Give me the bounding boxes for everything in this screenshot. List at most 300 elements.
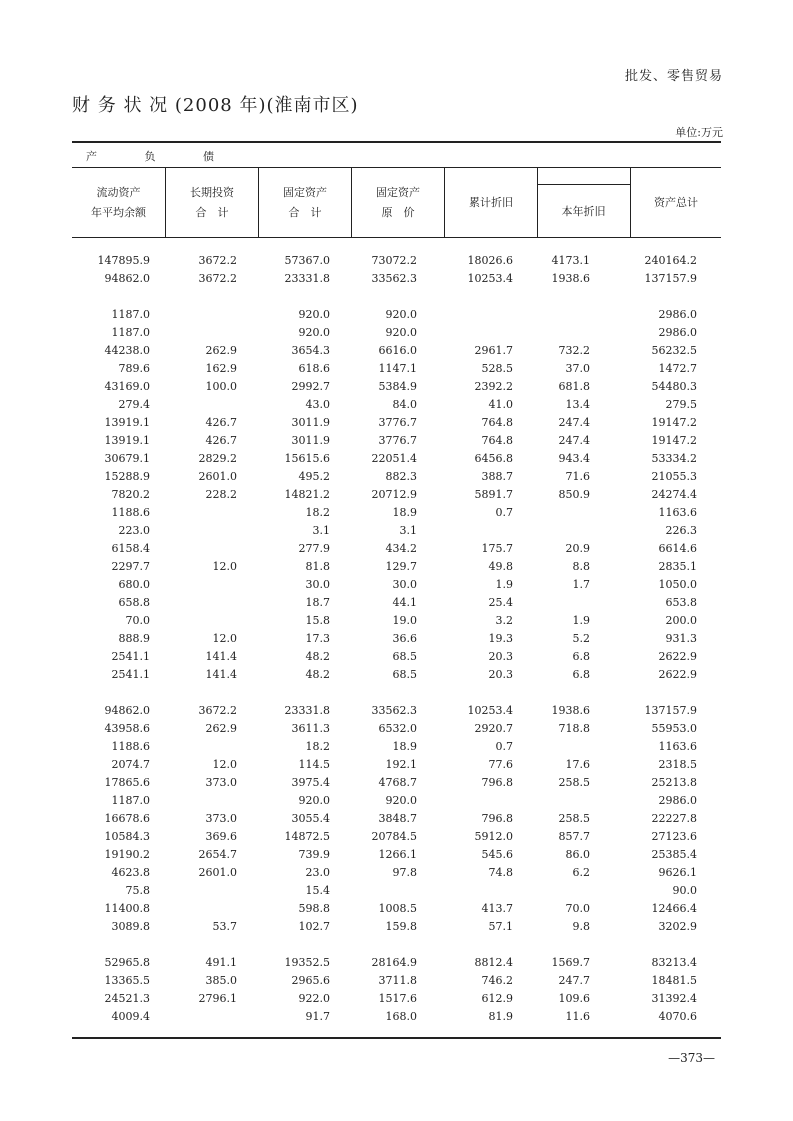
- col-header-total-assets: 资产总计: [654, 195, 698, 209]
- table-cell: 491.1: [205, 956, 237, 969]
- table-row: [72, 486, 721, 504]
- table-cell: 97.8: [392, 866, 417, 879]
- table-cell: 2835.1: [658, 560, 697, 573]
- table-cell: 920.0: [385, 326, 417, 339]
- table-row: [72, 828, 721, 846]
- table-cell: 23.0: [305, 866, 330, 879]
- table-row: [72, 270, 721, 288]
- table-cell: 764.8: [481, 416, 513, 429]
- table-cell: 5912.0: [474, 830, 513, 843]
- table-cell: 0.7: [495, 740, 513, 753]
- table-cell: 279.4: [118, 398, 150, 411]
- table-cell: 19.3: [488, 632, 513, 645]
- table-cell: 6.8: [572, 650, 590, 663]
- table-row: [72, 1008, 721, 1026]
- table-cell: 6.8: [572, 668, 590, 681]
- table-cell: 43958.6: [104, 722, 150, 735]
- table-cell: 2992.7: [291, 380, 330, 393]
- table-cell: 739.9: [298, 848, 330, 861]
- table-cell: 4009.4: [111, 1010, 150, 1023]
- table-cell: 2829.2: [198, 452, 237, 465]
- table-cell: 732.2: [558, 344, 590, 357]
- table-cell: 57.1: [488, 920, 513, 933]
- table-cell: 6616.0: [378, 344, 417, 357]
- table-cell: 44238.0: [104, 344, 150, 357]
- table-cell: 27123.6: [651, 830, 697, 843]
- table-cell: 1147.1: [378, 362, 417, 375]
- table-cell: 14821.2: [284, 488, 330, 501]
- table-cell: 718.8: [558, 722, 590, 735]
- table-cell: 129.7: [385, 560, 417, 573]
- table-cell: 1266.1: [378, 848, 417, 861]
- table-cell: 18.2: [305, 740, 330, 753]
- table-cell: 2796.1: [198, 992, 237, 1005]
- table-cell: 90.0: [672, 884, 697, 897]
- table-cell: 764.8: [481, 434, 513, 447]
- table-cell: 2541.1: [111, 650, 150, 663]
- table-cell: 53.7: [212, 920, 237, 933]
- table-cell: 3611.3: [291, 722, 330, 735]
- table-cell: 25213.8: [651, 776, 697, 789]
- table-cell: 9.8: [572, 920, 590, 933]
- table-cell: 373.0: [205, 776, 237, 789]
- header-bottom-rule: [72, 237, 721, 238]
- table-cell: 2318.5: [658, 758, 697, 771]
- table-row: [72, 252, 721, 270]
- table-cell: 3672.2: [198, 704, 237, 717]
- table-cell: 2074.7: [111, 758, 150, 771]
- table-cell: 279.5: [665, 398, 697, 411]
- table-cell: 81.8: [305, 560, 330, 573]
- table-cell: 73072.2: [371, 254, 417, 267]
- table-cell: 1938.6: [551, 704, 590, 717]
- table-cell: 18.9: [392, 740, 417, 753]
- table-cell: 14872.5: [284, 830, 330, 843]
- table-cell: 137157.9: [644, 272, 697, 285]
- table-cell: 91.7: [305, 1010, 330, 1023]
- table-cell: 44.1: [392, 596, 417, 609]
- table-cell: 3202.9: [658, 920, 697, 933]
- table-cell: 41.0: [488, 398, 513, 411]
- table-cell: 15288.9: [104, 470, 150, 483]
- table-row: [72, 738, 721, 756]
- table-cell: 56232.5: [651, 344, 697, 357]
- table-cell: 18.9: [392, 506, 417, 519]
- table-cell: 25385.4: [651, 848, 697, 861]
- table-cell: 8.8: [572, 560, 590, 573]
- table-row: [72, 720, 721, 738]
- table-cell: 3776.7: [378, 416, 417, 429]
- table-cell: 223.0: [118, 524, 150, 537]
- table-row: [72, 882, 721, 900]
- table-cell: 49.8: [488, 560, 513, 573]
- table-cell: 3654.3: [291, 344, 330, 357]
- table-cell: 48.2: [305, 668, 330, 681]
- table-row: [72, 306, 721, 324]
- col-header-line: 合 计: [288, 205, 322, 219]
- table-cell: 653.8: [665, 596, 697, 609]
- table-cell: 7820.2: [111, 488, 150, 501]
- table-cell: 30.0: [305, 578, 330, 591]
- table-row: [72, 630, 721, 648]
- table-cell: 618.6: [298, 362, 330, 375]
- table-cell: 21055.3: [651, 470, 697, 483]
- table-cell: 19147.2: [651, 434, 697, 447]
- table-cell: 17865.6: [104, 776, 150, 789]
- table-cell: 31392.4: [651, 992, 697, 1005]
- table-row: [72, 324, 721, 342]
- table-cell: 20.9: [565, 542, 590, 555]
- table-cell: 1163.6: [658, 506, 697, 519]
- table-cell: 2986.0: [658, 794, 697, 807]
- page-number: —373—: [668, 1051, 715, 1065]
- page-title: 财 务 状 况 (2008 年)(淮南市区): [72, 95, 359, 116]
- table-cell: 200.0: [665, 614, 697, 627]
- running-head: 批发、零售贸易: [624, 69, 723, 84]
- table-row: [72, 918, 721, 936]
- table-cell: 1938.6: [551, 272, 590, 285]
- table-cell: 888.9: [118, 632, 150, 645]
- table-cell: 13919.1: [104, 434, 150, 447]
- table-cell: 1050.0: [658, 578, 697, 591]
- table-cell: 102.7: [298, 920, 330, 933]
- table-cell: 796.8: [481, 776, 513, 789]
- table-cell: 1.9: [495, 578, 513, 591]
- table-cell: 12466.4: [651, 902, 697, 915]
- table-cell: 15.4: [305, 884, 330, 897]
- table-cell: 30.0: [392, 578, 417, 591]
- table-cell: 598.8: [298, 902, 330, 915]
- table-cell: 6.2: [572, 866, 590, 879]
- table-cell: 84.0: [392, 398, 417, 411]
- table-cell: 57367.0: [284, 254, 330, 267]
- table-cell: 1187.0: [111, 326, 150, 339]
- col-header-line: 长期投资: [190, 185, 234, 199]
- table-cell: 5891.7: [474, 488, 513, 501]
- col-header-line: 年平均余额: [91, 205, 146, 219]
- table-cell: 13.4: [565, 398, 590, 411]
- table-cell: 2622.9: [658, 668, 697, 681]
- table-cell: 1517.6: [378, 992, 417, 1005]
- table-row: [72, 954, 721, 972]
- table-cell: 373.0: [205, 812, 237, 825]
- table-cell: 931.3: [665, 632, 697, 645]
- table-cell: 228.2: [205, 488, 237, 501]
- table-cell: 680.0: [118, 578, 150, 591]
- table-cell: 920.0: [298, 794, 330, 807]
- table-row: [72, 432, 721, 450]
- table-row: [72, 648, 721, 666]
- table-cell: 109.6: [558, 992, 590, 1005]
- table-cell: 48.2: [305, 650, 330, 663]
- table-row: [72, 504, 721, 522]
- table-cell: 943.4: [558, 452, 590, 465]
- table-body: [72, 252, 721, 1026]
- col-header-line: 合 计: [195, 205, 229, 219]
- table-cell: 1188.6: [111, 506, 150, 519]
- table-row: [72, 774, 721, 792]
- table-cell: 262.9: [205, 344, 237, 357]
- table-cell: 1163.6: [658, 740, 697, 753]
- table-cell: 3011.9: [291, 434, 330, 447]
- table-cell: 612.9: [481, 992, 513, 1005]
- table-cell: 12.0: [212, 758, 237, 771]
- table-cell: 920.0: [298, 326, 330, 339]
- table-cell: 1.7: [572, 578, 590, 591]
- table-cell: 2920.7: [474, 722, 513, 735]
- col-header-line: 流动资产: [96, 185, 141, 199]
- table-cell: 2986.0: [658, 326, 697, 339]
- table-cell: 681.8: [558, 380, 590, 393]
- table-cell: 1.9: [572, 614, 590, 627]
- table-cell: 2986.0: [658, 308, 697, 321]
- table-cell: 882.3: [385, 470, 417, 483]
- table-cell: 10253.4: [467, 704, 513, 717]
- table-cell: 141.4: [205, 650, 237, 663]
- table-cell: 6532.0: [378, 722, 417, 735]
- table-cell: 746.2: [481, 974, 513, 987]
- table-cell: 24274.4: [651, 488, 697, 501]
- table-cell: 22227.8: [651, 812, 697, 825]
- table-cell: 11400.8: [104, 902, 150, 915]
- table-cell: 20.3: [488, 650, 513, 663]
- table-cell: 528.5: [481, 362, 513, 375]
- table-cell: 247.4: [558, 434, 590, 447]
- table-cell: 20784.5: [371, 830, 417, 843]
- table-cell: 2622.9: [658, 650, 697, 663]
- table-cell: 3011.9: [291, 416, 330, 429]
- table-cell: 4623.8: [111, 866, 150, 879]
- table-row: [72, 702, 721, 720]
- table-cell: 20.3: [488, 668, 513, 681]
- table-cell: 920.0: [385, 308, 417, 321]
- table-cell: 15.8: [305, 614, 330, 627]
- table-cell: 0.7: [495, 506, 513, 519]
- table-cell: 52965.8: [104, 956, 150, 969]
- table-row: [72, 900, 721, 918]
- table-cell: 258.5: [558, 812, 590, 825]
- table-row: [72, 450, 721, 468]
- table-cell: 5384.9: [378, 380, 417, 393]
- table-cell: 17.6: [565, 758, 590, 771]
- table-cell: 2392.2: [474, 380, 513, 393]
- table-row: [72, 792, 721, 810]
- table-cell: 168.0: [385, 1010, 417, 1023]
- table-cell: 3975.4: [291, 776, 330, 789]
- table-cell: 28164.9: [371, 956, 417, 969]
- table-row: [72, 864, 721, 882]
- table-cell: 9626.1: [658, 866, 697, 879]
- col-header-long-term-investment: [166, 168, 258, 237]
- table-cell: 19190.2: [104, 848, 150, 861]
- table-cell: 71.6: [565, 470, 590, 483]
- table-cell: 10584.3: [104, 830, 150, 843]
- table-cell: 68.5: [392, 650, 417, 663]
- table-cell: 3.2: [495, 614, 513, 627]
- table-row: [72, 342, 721, 360]
- table-row: [72, 612, 721, 630]
- table-row: [72, 594, 721, 612]
- table-cell: 2601.0: [198, 866, 237, 879]
- table-cell: 434.2: [385, 542, 417, 555]
- table-cell: 19147.2: [651, 416, 697, 429]
- table-cell: 240164.2: [644, 254, 697, 267]
- table-row: [72, 990, 721, 1008]
- table-cell: 6158.4: [111, 542, 150, 555]
- table-row: [72, 810, 721, 828]
- table-cell: 12.0: [212, 632, 237, 645]
- table-cell: 1187.0: [111, 308, 150, 321]
- table-cell: 15615.6: [284, 452, 330, 465]
- table-cell: 3089.8: [111, 920, 150, 933]
- table-cell: 19352.5: [284, 956, 330, 969]
- group-label: 产 负 债: [86, 150, 236, 163]
- table-cell: 789.6: [118, 362, 150, 375]
- table-cell: 3711.8: [378, 974, 417, 987]
- table-cell: 3848.7: [378, 812, 417, 825]
- table-cell: 86.0: [565, 848, 590, 861]
- table-row: [72, 378, 721, 396]
- table-cell: 18481.5: [651, 974, 697, 987]
- table-cell: 8812.4: [474, 956, 513, 969]
- table-cell: 43169.0: [104, 380, 150, 393]
- table-cell: 13365.5: [104, 974, 150, 987]
- table-cell: 369.6: [205, 830, 237, 843]
- table-cell: 77.6: [488, 758, 513, 771]
- table-cell: 2541.1: [111, 668, 150, 681]
- table-cell: 33562.3: [371, 272, 417, 285]
- table-cell: 413.7: [481, 902, 513, 915]
- table-cell: 10253.4: [467, 272, 513, 285]
- table-cell: 137157.9: [644, 704, 697, 717]
- table-cell: 43.0: [305, 398, 330, 411]
- table-cell: 2654.7: [198, 848, 237, 861]
- table-cell: 70.0: [125, 614, 150, 627]
- col-header-line: 固定资产: [283, 185, 327, 199]
- table-cell: 1187.0: [111, 794, 150, 807]
- table-cell: 192.1: [385, 758, 417, 771]
- table-cell: 5.2: [572, 632, 590, 645]
- table-cell: 83213.4: [651, 956, 697, 969]
- table-cell: 75.8: [125, 884, 150, 897]
- table-cell: 16678.6: [104, 812, 150, 825]
- table-row: [72, 846, 721, 864]
- table-cell: 17.3: [305, 632, 330, 645]
- table-cell: 23331.8: [284, 272, 330, 285]
- table-cell: 4768.7: [378, 776, 417, 789]
- table-cell: 3.1: [399, 524, 417, 537]
- table-cell: 23331.8: [284, 704, 330, 717]
- table-cell: 18026.6: [467, 254, 513, 267]
- table-row: [72, 540, 721, 558]
- table-cell: 114.5: [298, 758, 330, 771]
- table-cell: 11.6: [565, 1010, 590, 1023]
- table-cell: 37.0: [565, 362, 590, 375]
- table-row: [72, 972, 721, 990]
- table-cell: 13919.1: [104, 416, 150, 429]
- table-cell: 162.9: [205, 362, 237, 375]
- col-header-current-year-depreciation: 本年折旧: [561, 205, 606, 218]
- table-cell: 54480.3: [651, 380, 697, 393]
- table-cell: 74.8: [488, 866, 513, 879]
- table-cell: 796.8: [481, 812, 513, 825]
- table-row: [72, 468, 721, 486]
- table-cell: 2601.0: [198, 470, 237, 483]
- table-row: [72, 666, 721, 684]
- table-cell: 3055.4: [291, 812, 330, 825]
- table-cell: 12.0: [212, 560, 237, 573]
- col-header-fixed-assets-original: [352, 168, 444, 237]
- table-cell: 53334.2: [651, 452, 697, 465]
- table-cell: 70.0: [565, 902, 590, 915]
- col-header-current-assets: [72, 168, 165, 237]
- table-cell: 922.0: [298, 992, 330, 1005]
- table-cell: 3776.7: [378, 434, 417, 447]
- table-cell: 247.4: [558, 416, 590, 429]
- table-cell: 3672.2: [198, 272, 237, 285]
- unit-label: 单位:万元: [675, 126, 723, 139]
- table-cell: 4070.6: [658, 1010, 697, 1023]
- table-cell: 262.9: [205, 722, 237, 735]
- table-cell: 6456.8: [474, 452, 513, 465]
- table-cell: 1008.5: [378, 902, 417, 915]
- table-cell: 141.4: [205, 668, 237, 681]
- table-cell: 247.7: [558, 974, 590, 987]
- table-cell: 175.7: [481, 542, 513, 555]
- table-row: [72, 414, 721, 432]
- table-cell: 3672.2: [198, 254, 237, 267]
- table-cell: 100.0: [205, 380, 237, 393]
- table-cell: 3.1: [312, 524, 330, 537]
- table-cell: 68.5: [392, 668, 417, 681]
- table-cell: 857.7: [558, 830, 590, 843]
- table-cell: 1188.6: [111, 740, 150, 753]
- table-cell: 2961.7: [474, 344, 513, 357]
- table-cell: 2297.7: [111, 560, 150, 573]
- table-cell: 20712.9: [371, 488, 417, 501]
- col-header-line: 固定资产: [376, 185, 420, 199]
- table-cell: 920.0: [298, 308, 330, 321]
- table-cell: 426.7: [205, 434, 237, 447]
- table-cell: 55953.0: [651, 722, 697, 735]
- table-cell: 159.8: [385, 920, 417, 933]
- table-cell: 94862.0: [104, 272, 150, 285]
- table-cell: 545.6: [481, 848, 513, 861]
- table-cell: 36.6: [392, 632, 417, 645]
- table-bottom-rule: [72, 1037, 721, 1039]
- table-row: [72, 396, 721, 414]
- table-cell: 388.7: [481, 470, 513, 483]
- table-row: [72, 522, 721, 540]
- table-cell: 24521.3: [104, 992, 150, 1005]
- table-cell: 22051.4: [371, 452, 417, 465]
- table-top-rule: [72, 141, 721, 143]
- table-cell: 81.9: [488, 1010, 513, 1023]
- table-cell: 226.3: [665, 524, 697, 537]
- table-cell: 2965.6: [291, 974, 330, 987]
- table-cell: 850.9: [558, 488, 590, 501]
- table-cell: 19.0: [392, 614, 417, 627]
- table-cell: 1569.7: [551, 956, 590, 969]
- table-cell: 30679.1: [104, 452, 150, 465]
- table-cell: 277.9: [298, 542, 330, 555]
- table-cell: 4173.1: [551, 254, 590, 267]
- table-cell: 18.2: [305, 506, 330, 519]
- table-cell: 33562.3: [371, 704, 417, 717]
- table-row: [72, 576, 721, 594]
- table-cell: 658.8: [118, 596, 150, 609]
- table-cell: 147895.9: [97, 254, 150, 267]
